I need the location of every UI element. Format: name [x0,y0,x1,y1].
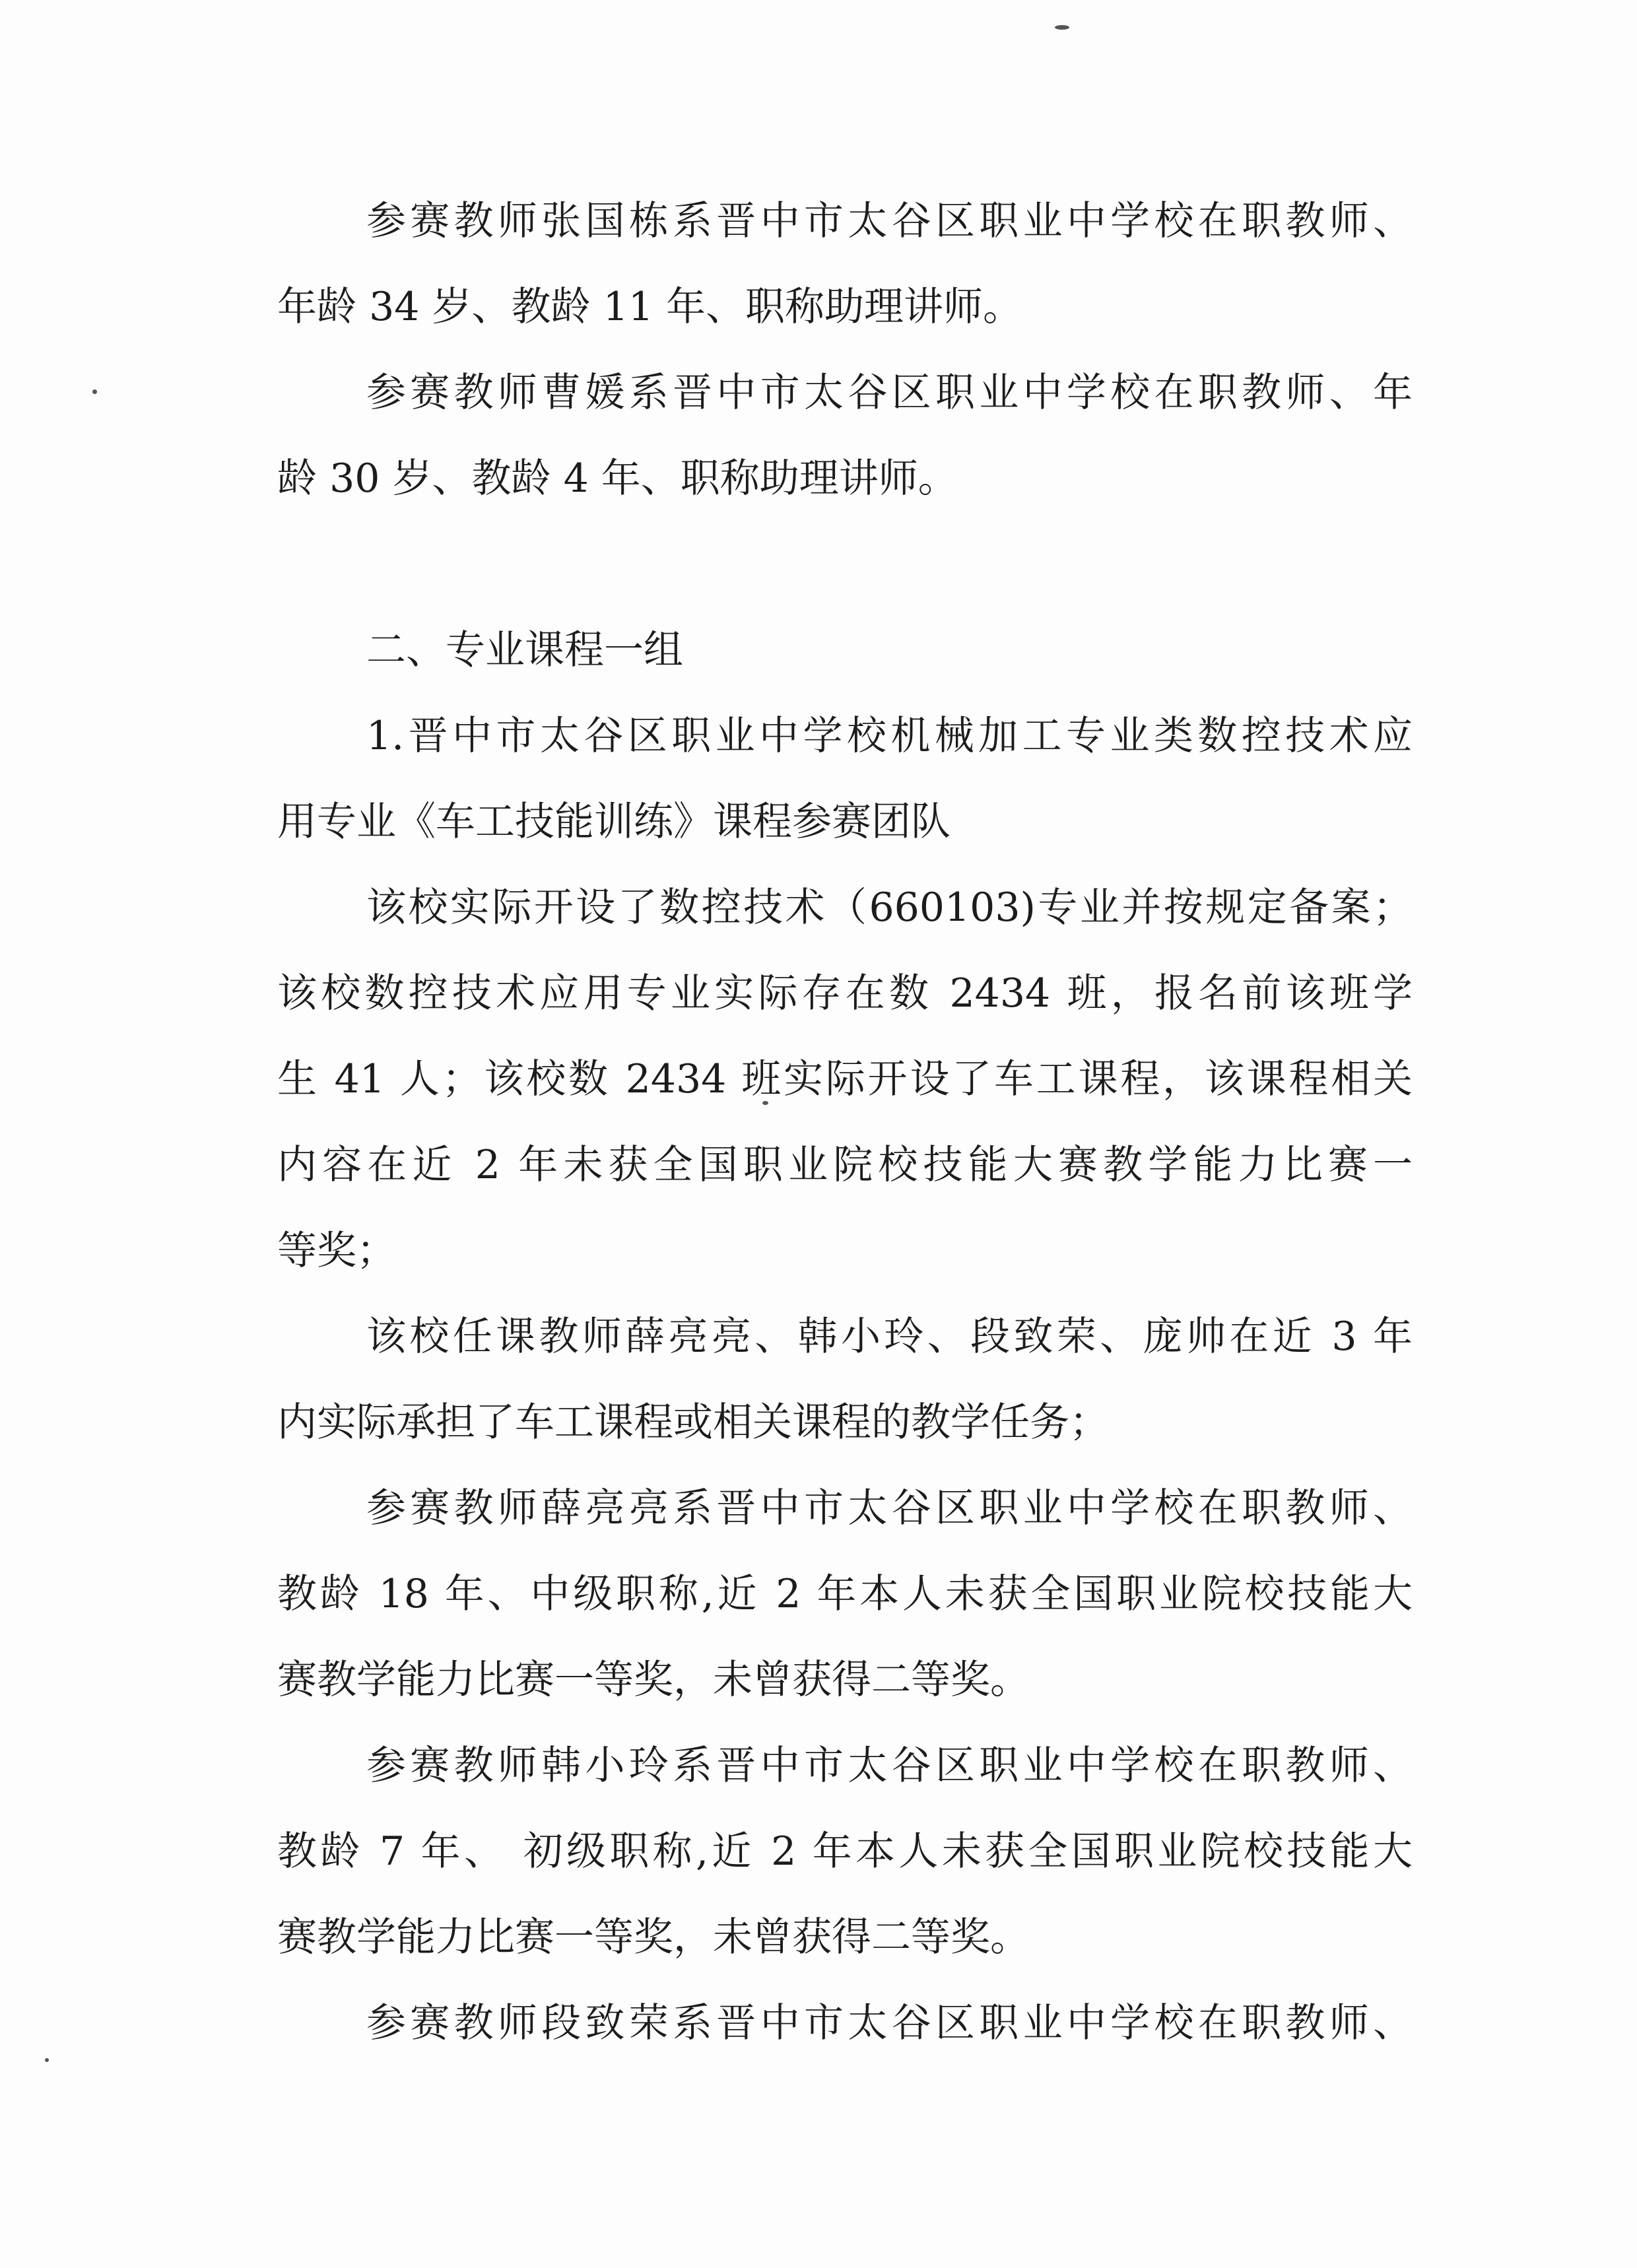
paragraph-line: 生 41 人；该校数 2434 班实际开设了车工课程，该课程相关 [277,1056,1413,1102]
paragraph-line: 1.晋中市太谷区职业中学校机械加工专业类数控技术应 [366,713,1413,759]
paragraph-line: 参赛教师韩小玲系晋中市太谷区职业中学校在职教师、 [366,1743,1413,1789]
scan-speck [1055,25,1069,30]
paragraph-line: 赛教学能力比赛一等奖，未曾获得二等奖。 [277,1657,1030,1703]
paragraph-line: 该校任课教师薛亮亮、韩小玲、段致荣、庞帅在近 3 年 [366,1314,1413,1360]
paragraph-line: 参赛教师张国栋系晋中市太谷区职业中学校在职教师、 [366,198,1413,244]
paragraph-line: 参赛教师段致荣系晋中市太谷区职业中学校在职教师、 [366,2000,1413,2046]
paragraph-line: 年龄 34 岁、教龄 11 年、职称助理讲师。 [277,284,1022,330]
paragraph-line: 教龄 18 年、中级职称,近 2 年本人未获全国职业院校技能大 [277,1571,1413,1617]
paragraph-line: 龄 30 岁、教龄 4 年、职称助理讲师。 [277,455,958,502]
paragraph-line: 教龄 7 年、 初级职称,近 2 年本人未获全国职业院校技能大 [277,1828,1413,1875]
paragraph-line: 参赛教师曹媛系晋中市太谷区职业中学校在职教师、年 [366,370,1413,416]
paragraph-line: 内实际承担了车工课程或相关课程的教学任务； [277,1399,1109,1446]
paragraph-line: 用专业《车工技能训练》课程参赛团队 [277,799,951,845]
scan-speck [92,389,97,394]
scan-speck [45,2058,49,2062]
paragraph-line: 该校实际开设了数控技术（660103)专业并按规定备案； [366,884,1413,931]
paragraph-line: 参赛教师薛亮亮系晋中市太谷区职业中学校在职教师、 [366,1485,1413,1531]
paragraph-line: 等奖； [277,1228,396,1274]
paragraph-line: 赛教学能力比赛一等奖，未曾获得二等奖。 [277,1914,1030,1960]
paragraph-line: 内容在近 2 年未获全国职业院校技能大赛教学能力比赛一 [277,1142,1413,1188]
section-heading: 二、专业课程一组 [366,627,683,673]
paragraph-line: 该校数控技术应用专业实际存在数 2434 班，报名前该班学 [277,970,1413,1017]
